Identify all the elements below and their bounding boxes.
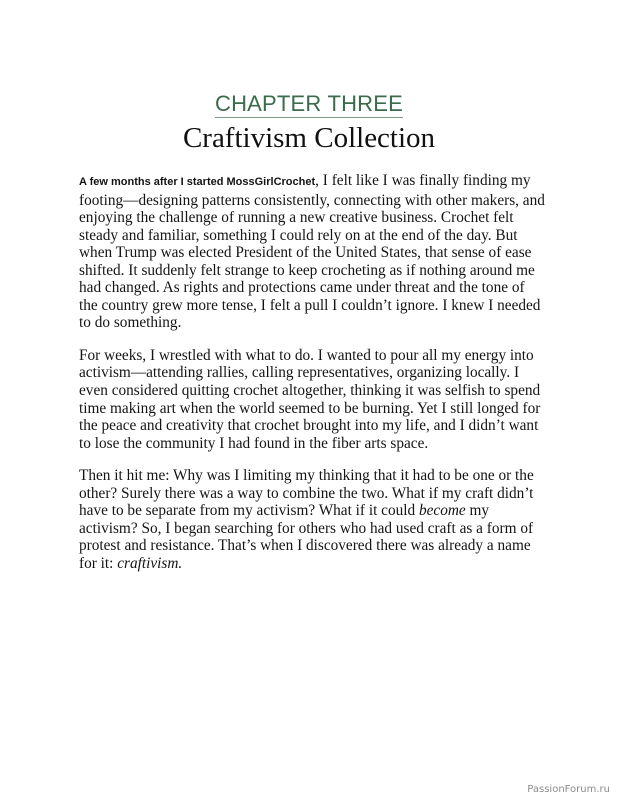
paragraph-3	[79, 467, 547, 572]
paragraph-3-text-b: my activism? So, I began searching for others who had used craft as a form of protest and resistance. That’s when I discovered there was already a name for it:	[79, 502, 534, 572]
watermark: PassionForum.ru	[527, 784, 610, 795]
paragraph-3-text-a: Then it hit me: Why was I limiting my thinking that it had to be one or the other? Surely there was a way to combine the two. What if my craft didn’t have to be separate from my activism? What if it could	[79, 467, 534, 520]
chapter-label-text: CHAPTER THREE	[215, 91, 403, 116]
chapter-label	[0, 91, 618, 118]
paragraph-1-text: , I felt like I was finally finding my footing—designing patterns consistently, connecting with other makers, and enjoying the challenge of running a new creative business. Crochet felt steady and familiar, something I could rely on at the end of the day. But when Trump was elected President of the United States, that sense of ease shifted. It suddenly felt strange to keep crocheting as if nothing around me had changed. As rights and protections came under threat and the tone of the country grew more tense, I felt a pull I couldn’t ignore. I knew I needed to do something.	[79, 172, 545, 332]
emphasis-craftivism: craftivism.	[117, 554, 183, 572]
chapter-body	[79, 172, 547, 587]
chapter-title: Craftivism Collection	[182, 122, 436, 154]
paragraph-2: For weeks, I wrestled with what to do. I wanted to pour all my energy into activism—attending rallies, calling representatives, organizing locally. I even considered quitting crochet altogether, thinking it was selfish to spend time making art when the world seemed to be burning. Yet I still longed for the peace and creativity that crochet brought into my life, and I didn’t want to lose the community I had found in the fiber arts space.	[79, 346, 541, 452]
emphasis-become: become	[418, 502, 466, 520]
paragraph-1	[79, 172, 547, 332]
lead-in-text: A few months after I started MossGirlCrochet	[79, 176, 316, 188]
